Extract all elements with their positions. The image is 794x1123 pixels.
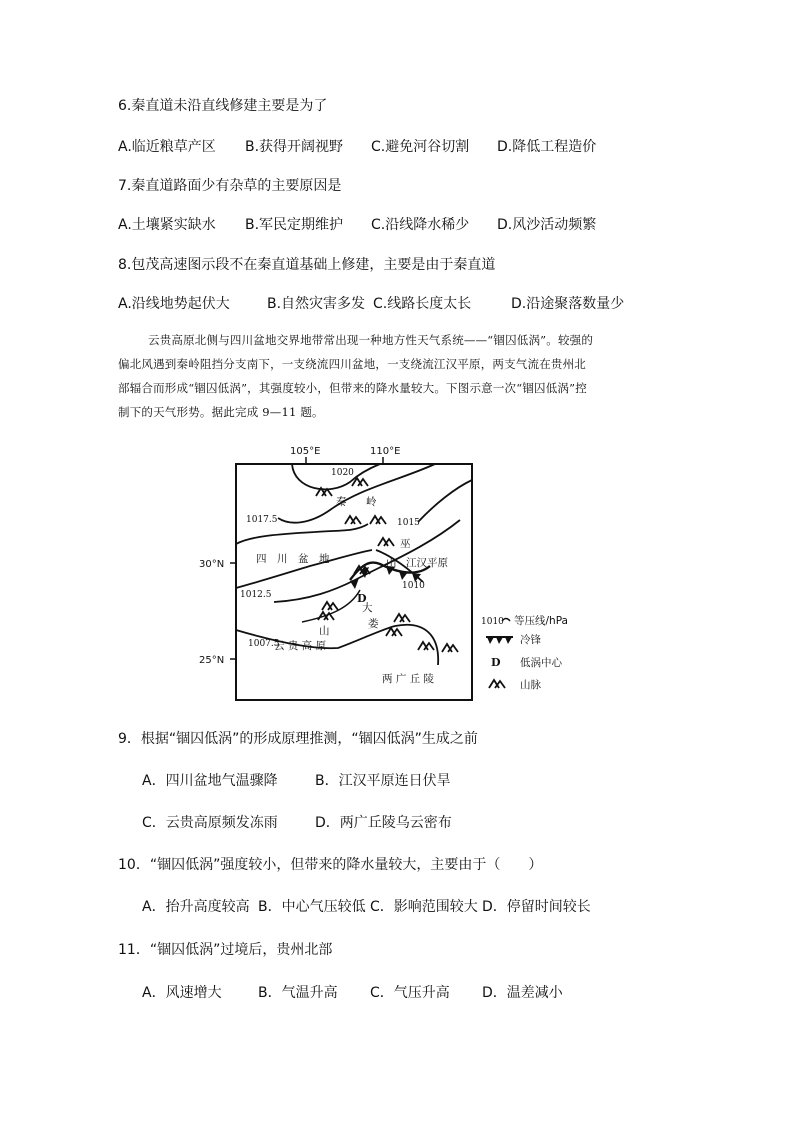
isobar-label-1012-5: 1012.5 [240, 590, 272, 600]
label-wu: 巫 [400, 538, 411, 550]
low-center-marker: D [357, 592, 367, 605]
label-qin: 秦 [336, 496, 347, 508]
legend-isobar-label: 等压线/hPa [514, 615, 568, 627]
question-11-option-d: D．温差减小 [482, 985, 563, 1001]
question-10-option-d: D．停留时间较长 [482, 899, 591, 915]
legend-front-symbol [487, 637, 512, 644]
label-yungui-plateau: 云 贵 高 原 [274, 640, 327, 652]
lon-105-label: 105°E [290, 446, 321, 457]
lat-30-label: 30°N [199, 559, 225, 570]
lon-110-label: 110°E [370, 446, 401, 457]
legend-low-label: 低涡中心 [520, 657, 562, 669]
question-6-option-d: D.降低工程造价 [497, 139, 597, 155]
question-6-option-b: B.获得开阔视野 [245, 139, 344, 155]
question-8-stem: 8.包茂高速图示段不在秦直道基础上修建，主要是由于秦直道 [118, 257, 496, 273]
legend-isobar-value: 1010 [481, 617, 504, 627]
label-da: 大 [362, 602, 373, 614]
question-6-stem: 6.秦直道未沿直线修建主要是为了 [118, 98, 328, 114]
label-lianguang-hills: 两 广 丘 陵 [382, 673, 435, 685]
weather-map [190, 440, 610, 702]
question-10-option-b: B．中心气压较低 [258, 899, 366, 915]
label-jianghan-plain: 江汉平原 [406, 557, 448, 569]
question-10-stem: 10．“锢囚低涡”强度较小，但带来的降水量较大，主要由于（ ） [118, 857, 543, 873]
legend-front-label: 冷锋 [520, 634, 541, 646]
question-11-option-a: A．风速增大 [142, 985, 222, 1001]
label-shan-dalou: 山 [319, 625, 330, 637]
lat-25-label: 25°N [199, 655, 225, 666]
question-10-option-a: A．抬升高度较高 [142, 899, 250, 915]
legend-mountain-icon [489, 680, 505, 688]
question-7-option-b: B.军民定期维护 [245, 217, 344, 233]
label-lou: 娄 [368, 618, 379, 630]
question-9-stem: 9．根据“锢囚低涡”的形成原理推测，“锢囚低涡”生成之前 [118, 731, 478, 747]
question-7-option-d: D.风沙活动频繁 [497, 217, 597, 233]
legend-mountain-label: 山脉 [520, 679, 541, 691]
question-8-option-a: A.沿线地势起伏大 [118, 296, 230, 312]
passage-line-4: 制下的天气形势。据此完成 9—11 题。 [118, 405, 324, 419]
isobar-label-1015: 1015 [397, 518, 420, 528]
isobar-label-1007-5: 1007.5 [248, 639, 280, 649]
question-7-stem: 7.秦直道路面少有杂草的主要原因是 [118, 178, 342, 194]
question-9-option-a: A．四川盆地气温骤降 [142, 773, 278, 789]
question-7-option-a: A.土壤紧实缺水 [118, 217, 216, 233]
question-9-option-d: D．两广丘陵乌云密布 [315, 815, 452, 831]
question-11-option-b: B．气温升高 [258, 985, 338, 1001]
map-legend [481, 614, 568, 691]
question-8-option-b: B.自然灾害多发 [267, 296, 366, 312]
question-10-option-c: C．影响范围较大 [370, 899, 478, 915]
legend-low-symbol: D [491, 656, 501, 669]
isobar-label-1010: 1010 [402, 581, 425, 591]
question-11-stem: 11．“锢囚低涡”过境后，贵州北部 [118, 942, 333, 958]
passage-line-2: 偏北风遇到秦岭阻挡分支南下，一支绕流四川盆地，一支绕流江汉平原，两支气流在贵州北 [118, 357, 586, 371]
question-8-option-d: D.沿途聚落数量少 [511, 296, 625, 312]
question-6-option-c: C.避免河谷切割 [371, 139, 470, 155]
passage-line-1: 云贵高原北侧与四川盆地交界地带常出现一种地方性天气系统——“锢囚低涡”。较强的 [148, 333, 594, 347]
question-9-option-b: B．江汉平原连日伏旱 [315, 773, 451, 789]
question-8-option-c: C.线路长度太长 [373, 296, 472, 312]
question-7-option-c: C.沿线降水稀少 [371, 217, 470, 233]
isobar-label-1020: 1020 [331, 468, 354, 478]
label-sichuan-basin: 四 川 盆 地 [256, 553, 330, 565]
label-shan: 山 [386, 557, 397, 569]
legend-isobar-symbol [502, 619, 510, 622]
question-9-option-c: C．云贵高原频发冻雨 [142, 815, 278, 831]
question-6-option-a: A.临近粮草产区 [118, 139, 216, 155]
question-11-option-c: C．气压升高 [370, 985, 450, 1001]
passage [118, 328, 678, 424]
isobar-label-1017-5: 1017.5 [246, 515, 278, 525]
passage-line-3: 部辐合而形成“锢囚低涡”，其强度较小，但带来的降水量较大。下图示意一次“锢囚低涡”控 [118, 381, 587, 395]
label-ling: 岭 [366, 496, 377, 508]
